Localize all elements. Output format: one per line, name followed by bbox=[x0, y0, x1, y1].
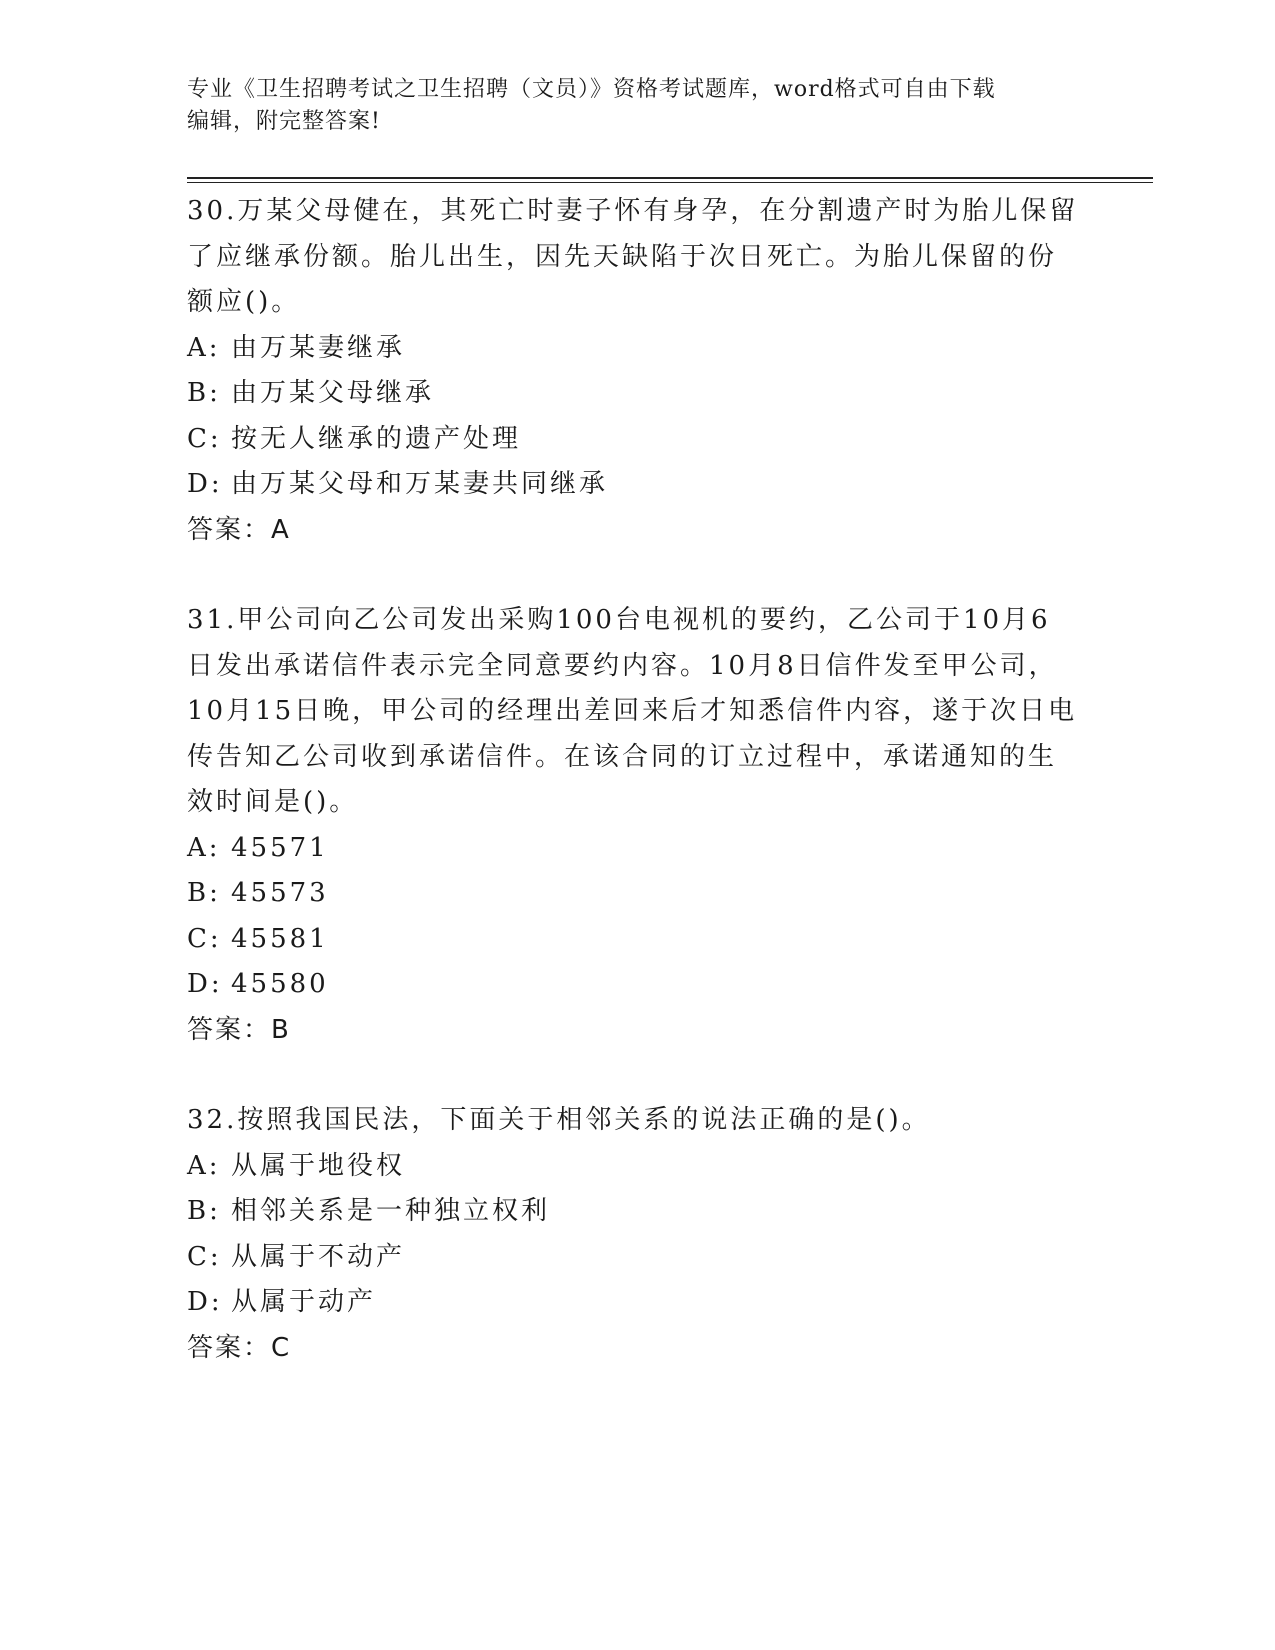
option-key: B: bbox=[187, 1196, 221, 1226]
answer-line: 答案：C bbox=[187, 1332, 292, 1363]
answer-line: 答案：B bbox=[187, 1014, 291, 1045]
question-spacer bbox=[187, 553, 1087, 598]
option-key: C: bbox=[187, 1241, 222, 1272]
question-stem-line: 额应()。 bbox=[187, 287, 301, 317]
option-key: B: bbox=[187, 878, 221, 908]
option-text: 由万某父母继承 bbox=[231, 378, 435, 408]
option-c bbox=[187, 1235, 1087, 1281]
option-text: 相邻关系是一种独立权利 bbox=[231, 1196, 551, 1226]
option-key: B: bbox=[187, 378, 221, 408]
option-text: 45573 bbox=[231, 878, 329, 908]
option-text: 由万某父母和万某妻共同继承 bbox=[231, 469, 609, 499]
question-stem-line: 传告知乙公司收到承诺信件。在该合同的订立过程中，承诺通知的生 bbox=[187, 741, 1058, 772]
question-stem-line: 32.按照我国民法，下面关于相邻关系的说法正确的是()。 bbox=[187, 1105, 931, 1135]
question-32 bbox=[187, 1098, 1087, 1371]
option-b bbox=[187, 371, 1087, 417]
question-stem-line: 10月15日晚，甲公司的经理出差回来后才知悉信件内容，遂于次日电 bbox=[187, 696, 1078, 726]
option-a bbox=[187, 1144, 1087, 1190]
question-spacer bbox=[187, 1053, 1087, 1098]
option-a bbox=[187, 326, 1087, 372]
header-divider-thin bbox=[187, 182, 1153, 183]
option-key: D: bbox=[187, 1287, 223, 1317]
header-line-2: 编辑，附完整答案! bbox=[187, 109, 381, 134]
question-stem-line: 了应继承份额。胎儿出生，因先天缺陷于次日死亡。为胎儿保留的份 bbox=[187, 241, 1058, 272]
option-key: C: bbox=[187, 423, 222, 454]
option-text: 从属于动产 bbox=[231, 1287, 377, 1317]
option-key: A: bbox=[187, 332, 221, 363]
question-stem-line: 30.万某父母健在，其死亡时妻子怀有身孕，在分割遗产时为胎儿保留 bbox=[187, 196, 1079, 226]
option-b bbox=[187, 1189, 1087, 1235]
question-stem-line: 效时间是()。 bbox=[187, 787, 359, 817]
question-list bbox=[187, 189, 1087, 1371]
header-divider-thick bbox=[187, 177, 1153, 179]
option-b bbox=[187, 871, 1087, 917]
option-text: 由万某妻继承 bbox=[231, 332, 406, 363]
option-text: 45571 bbox=[231, 832, 329, 863]
question-31 bbox=[187, 598, 1087, 1053]
answer-line: 答案：A bbox=[187, 514, 291, 545]
option-key: C: bbox=[187, 923, 222, 954]
question-30 bbox=[187, 189, 1087, 553]
header-line-1: 专业《卫生招聘考试之卫生招聘（文员）》资格考试题库，word格式可自由下载 bbox=[187, 77, 996, 102]
option-a bbox=[187, 826, 1087, 872]
option-c bbox=[187, 417, 1087, 463]
option-d bbox=[187, 462, 1087, 508]
option-text: 从属于不动产 bbox=[231, 1241, 406, 1272]
option-key: A: bbox=[187, 1150, 221, 1181]
document-header bbox=[187, 74, 1087, 138]
question-stem-line: 日发出承诺信件表示完全同意要约内容。10月8日信件发至甲公司， bbox=[187, 650, 1058, 681]
option-key: D: bbox=[187, 969, 223, 999]
option-key: D: bbox=[187, 469, 223, 499]
option-text: 45581 bbox=[231, 923, 329, 954]
option-text: 45580 bbox=[231, 969, 329, 999]
question-stem-line: 31.甲公司向乙公司发出采购100台电视机的要约，乙公司于10月6 bbox=[187, 605, 1051, 635]
option-text: 按无人继承的遗产处理 bbox=[231, 423, 522, 454]
option-d bbox=[187, 962, 1087, 1008]
option-key: A: bbox=[187, 832, 221, 863]
option-c bbox=[187, 917, 1087, 963]
option-d bbox=[187, 1280, 1087, 1326]
option-text: 从属于地役权 bbox=[231, 1150, 406, 1181]
